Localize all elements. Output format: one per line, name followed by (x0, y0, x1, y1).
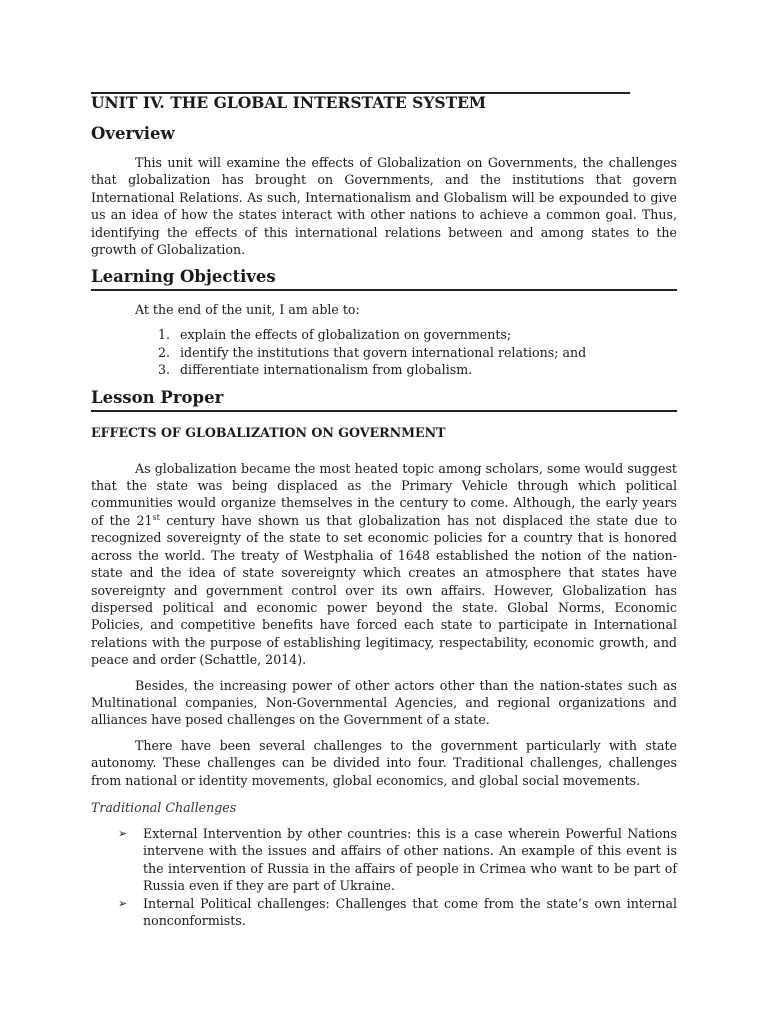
challenge-item (91, 895, 677, 930)
lesson-paragraph-1 (91, 460, 677, 669)
challenge-text: External Intervention by other countries: this is a case wherein Powerful Nations intervene with the issues and affairs of other nations. An example of this event is the intervention of Russia in the affairs of people in Crimea who want to be part of Russia even if they are part of Ukraine. (143, 825, 677, 894)
lesson-proper-heading: Lesson Proper (91, 387, 224, 407)
learning-objectives-divider (91, 289, 677, 291)
challenges-list (91, 825, 677, 929)
challenge-text: Internal Political challenges: Challenges that come from the state’s own internal nonconformists. (143, 895, 677, 928)
arrow-bullet-icon: ➢ (118, 896, 128, 910)
lesson-proper-divider (91, 410, 677, 412)
objective-text: identify the institutions that govern international relations; and (180, 344, 587, 360)
learning-objectives-heading: Learning Objectives (91, 267, 276, 287)
traditional-challenges-heading: Traditional Challenges (91, 799, 237, 815)
objective-item (158, 344, 677, 361)
paragraph-text: century have shown us that globalization has not displaced the state due to recognized sovereignty of the state to set economic policies for a country that is honored across the world. The treaty of Westphalia of 1648 established the notion of the nation-state and the idea of state sovereignty which creates an atmosphere that states have sovereignty and government control over its own affairs. However, Globalization has dispersed political and economic power beyond the state. Global Norms, Economic Policies, and competitive benefits have forced each state to participate in International relations with the purpose of establishing legitimacy, respectability, economic growth, and peace and order (Schattle, 2014). (91, 512, 677, 668)
objectives-intro: At the end of the unit, I am able to: (135, 302, 360, 318)
objective-number: 1. (158, 327, 171, 343)
overview-heading: Overview (91, 124, 175, 143)
ordinal-suffix: st (152, 512, 160, 522)
lesson-paragraph-3: There have been several challenges to the government particularly with state autonomy. These challenges can be divided into four. Traditional challenges, challenges from national or identity movements, global economics, and global social movements. (91, 737, 677, 788)
unit-title: UNIT IV. THE GLOBAL INTERSTATE SYSTEM (91, 93, 487, 112)
objectives-list (91, 326, 677, 378)
challenge-item (91, 825, 677, 895)
objective-text: differentiate internationalism from globalism. (180, 362, 473, 378)
effects-subheading: EFFECTS OF GLOBALIZATION ON GOVERNMENT (91, 424, 446, 440)
lesson-paragraph-2: Besides, the increasing power of other actors other than the nation-states such as Multinational companies, Non-Governmental Agencies, and regional organizations and alliances have posed challenges on the Government of a state. (91, 677, 677, 728)
objective-text: explain the effects of globalization on governments; (180, 327, 512, 343)
objective-number: 2. (158, 344, 171, 360)
arrow-bullet-icon: ➢ (118, 826, 128, 840)
objective-item (158, 326, 677, 343)
overview-paragraph: This unit will examine the effects of Globalization on Governments, the challenges that globalization has brought on Governments, and the institutions that govern International Relations. As such, Internationalism and Globalism will be expounded to give us an idea of how the states interact with other nations to achieve a common goal. Thus, identifying the effects of this international relations between and among states to the growth of Globalization. (91, 155, 677, 258)
objective-item (158, 361, 677, 378)
paragraph-text: As globalization became the most heated topic among scholars, some would suggest that the state was being displaced as the Primary Vehicle through which political communities would organize themselves in the century to come. Although, the early years of the 21 (91, 460, 677, 528)
objective-number: 3. (158, 362, 171, 378)
document-content (91, 93, 677, 929)
